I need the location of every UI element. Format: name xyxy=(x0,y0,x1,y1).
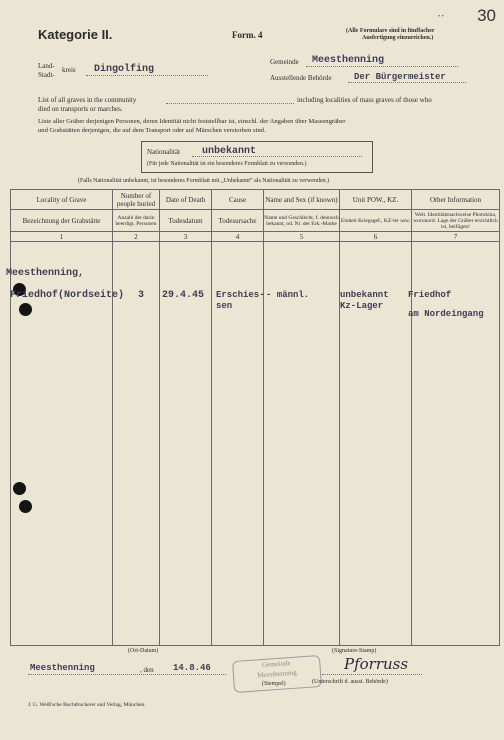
nationality-note: (Für jede Nationalität ist ein besonderes Formblatt zu verwenden.) xyxy=(147,161,307,167)
list-line-2: died on transports or marches. xyxy=(38,105,123,113)
list-line-1a: List of all graves in the community xyxy=(38,96,137,104)
corner-marks: • • xyxy=(438,14,444,20)
printer-line: J. G. Weiß'sche Buchdruckerei und Verlag, München. xyxy=(28,702,146,708)
col-number: 4 xyxy=(212,232,264,242)
header-locality: Locality of Grave xyxy=(11,190,113,210)
graves-table xyxy=(10,189,500,646)
date-footer-value: 14.8.46 xyxy=(173,663,211,673)
col-number: 6 xyxy=(340,232,412,242)
nationality-value: unbekannt xyxy=(202,146,257,157)
header-cause-de: Todesursache xyxy=(212,210,264,232)
number-row xyxy=(11,232,500,242)
col-number: 7 xyxy=(412,232,500,242)
header-count: Number of people buried xyxy=(113,190,160,210)
gemeinde-value: Meesthenning xyxy=(312,55,385,66)
header-date-de: Todesdatum xyxy=(160,210,212,232)
signature-line xyxy=(322,674,422,675)
kreis-line xyxy=(86,75,208,76)
place-value: Meesthenning xyxy=(30,663,95,673)
header-count-de: Anzahl der darin beerdigt. Personen xyxy=(113,210,160,232)
header-unit-de: Einheit Kriegsgef., KZ-ler usw. xyxy=(340,210,412,232)
form-number: Form. 4 xyxy=(232,30,263,40)
header-other-de: Weit. Identitätsnachweise Photokina, worunord. Lage der Gräber ersichtlich ist, beifügen! xyxy=(413,211,498,230)
gemeinde-label: Gemeinde xyxy=(270,58,299,66)
liste-line-1: Liste aller Gräber derjenigen Personen, deren Identität nicht feststellbar ist, einschl. der Angaben über Massengräber xyxy=(38,118,346,125)
behoerde-value: Der Bürgermeister xyxy=(354,72,446,82)
cell-other xyxy=(412,242,500,646)
header-name-sex-de: Name und Geschlecht, f. dennoch bekannt, od. Nr. der Erk.-Marke xyxy=(264,210,340,232)
count-value: 3 xyxy=(138,290,145,301)
col-number: 1 xyxy=(11,232,113,242)
info-line-2: am Nordeingang xyxy=(408,309,484,319)
header-unit: Unit POW., KZ. xyxy=(340,190,412,210)
kreis-value: Dingolfing xyxy=(94,64,155,75)
date-value: 29.4.45 xyxy=(162,290,205,301)
stamp-line-1: Gemeinde xyxy=(261,659,291,670)
den-label: , den xyxy=(140,666,154,674)
nationality-box xyxy=(141,141,373,173)
cause-line-2: sen xyxy=(216,301,233,311)
signer-label: (Unterschrift d. ausst. Behörde) xyxy=(312,679,388,685)
header-row-en xyxy=(11,190,500,210)
place-date-line xyxy=(28,674,226,675)
gemeinde-line xyxy=(306,66,458,67)
stamp-line-2: Meesthenning xyxy=(256,668,298,680)
cell-date xyxy=(160,242,212,646)
falls-note: (Falls Nationalität unbekannt, ist besonderes Formblatt mit „Unbekannt“ als Nationalität zu verwenden.) xyxy=(78,178,330,184)
copies-note-1: (Alle Formulare sind in fünffacher xyxy=(346,28,435,34)
unit-line-1: unbekannt xyxy=(340,290,389,300)
cell-locality xyxy=(11,242,113,646)
header-other: Other Information xyxy=(412,190,500,210)
kreis-label: kreis xyxy=(62,66,76,74)
signature-stamp-label: (Signature-Stamp) xyxy=(332,648,377,654)
land-label: Land- xyxy=(38,62,55,70)
header-cause: Cause xyxy=(212,190,264,210)
header-locality-de: Bezeichnung der Grabstätte xyxy=(11,210,113,232)
behoerde-label: Ausstellende Behörde xyxy=(270,74,332,82)
cell-count xyxy=(113,242,160,646)
category-title: Kategorie II. xyxy=(38,27,113,42)
page-number: 30 xyxy=(477,6,496,25)
nationality-label: Nationalität xyxy=(147,148,181,156)
unit-line-2: Kz-Lager xyxy=(340,301,384,311)
col-number: 5 xyxy=(264,232,340,242)
sex-value: - männl. xyxy=(266,290,310,300)
signature: Pforruss xyxy=(344,655,409,673)
table-row xyxy=(11,242,500,646)
cause-line-1: Erschies- xyxy=(216,290,265,300)
stempel-label: (Stempel) xyxy=(262,681,286,687)
liste-line-2: und Grabstätten derjenigen, die auf dem Transport oder auf Märschen verstorben sind. xyxy=(38,127,266,134)
behoerde-line xyxy=(348,82,466,83)
locality-line-2: Friedhof(Nordseite) xyxy=(10,290,125,301)
info-line-1: Friedhof xyxy=(408,290,452,300)
header-name-sex: Name and Sex (if known) xyxy=(264,190,340,210)
header-row-de xyxy=(11,210,500,232)
col-number: 2 xyxy=(113,232,160,242)
place-date-label: (Ort-Datum) xyxy=(128,648,159,654)
locality-line-1: Meesthenning, xyxy=(6,268,85,279)
cell-name-sex xyxy=(264,242,340,646)
list-line-1-dots xyxy=(166,103,294,104)
list-line-1b: including localities of mass graves of those who xyxy=(297,96,432,104)
copies-note-2: Ausfertigung einzureichen.) xyxy=(362,35,434,41)
header-date: Date of Death xyxy=(160,190,212,210)
col-number: 3 xyxy=(160,232,212,242)
stadt-label: Stadt- xyxy=(38,71,55,79)
